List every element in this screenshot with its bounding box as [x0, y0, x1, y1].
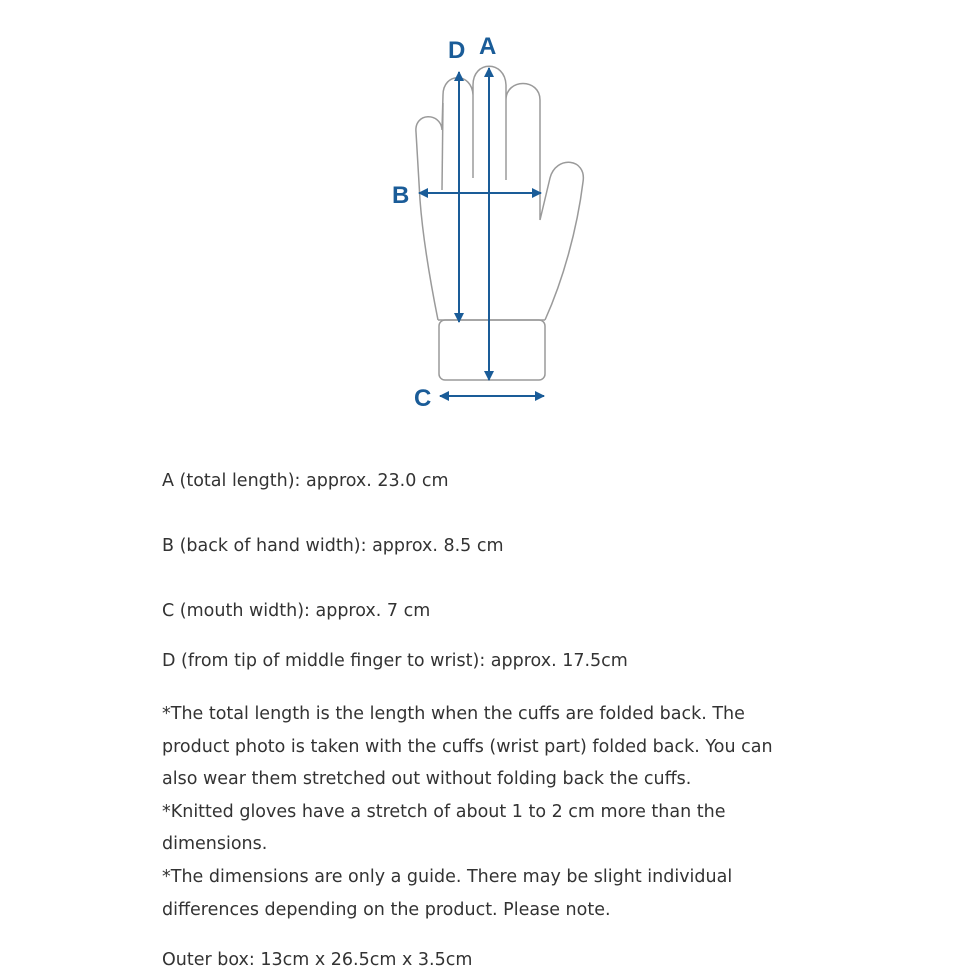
- notes-block: [162, 698, 862, 926]
- label-c: C: [414, 385, 432, 412]
- finger-line: [442, 103, 443, 190]
- glove-size-diagram: [0, 0, 980, 440]
- measurement-c: C (mouth width): approx. 7 cm: [162, 601, 431, 621]
- note-stretch-line: dimensions.: [162, 834, 268, 855]
- note-cuffs-line: product photo is taken with the cuffs (wrist part) folded back. You can: [162, 736, 773, 757]
- note-stretch-line: *Knitted gloves have a stretch of about 1 to 2 cm more than the: [162, 801, 726, 822]
- outer-box-dimensions: Outer box: 13cm x 26.5cm x 3.5cm: [162, 950, 473, 970]
- glove-cuff: [439, 320, 545, 380]
- note-guide-line: *The dimensions are only a guide. There may be slight individual: [162, 866, 733, 887]
- note-guide-line: differences depending on the product. Please note.: [162, 899, 611, 920]
- note-cuffs-line: also wear them stretched out without folding back the cuffs.: [162, 769, 692, 790]
- measurement-a: A (total length): approx. 23.0 cm: [162, 471, 449, 491]
- measurement-b: B (back of hand width): approx. 8.5 cm: [162, 536, 504, 556]
- label-d: D: [448, 37, 466, 64]
- measurement-d: D (from tip of middle finger to wrist): approx. 17.5cm: [162, 651, 628, 671]
- note-cuffs-line: *The total length is the length when the cuffs are folded back. The: [162, 704, 745, 724]
- label-b: B: [392, 182, 410, 209]
- label-a: A: [479, 33, 497, 60]
